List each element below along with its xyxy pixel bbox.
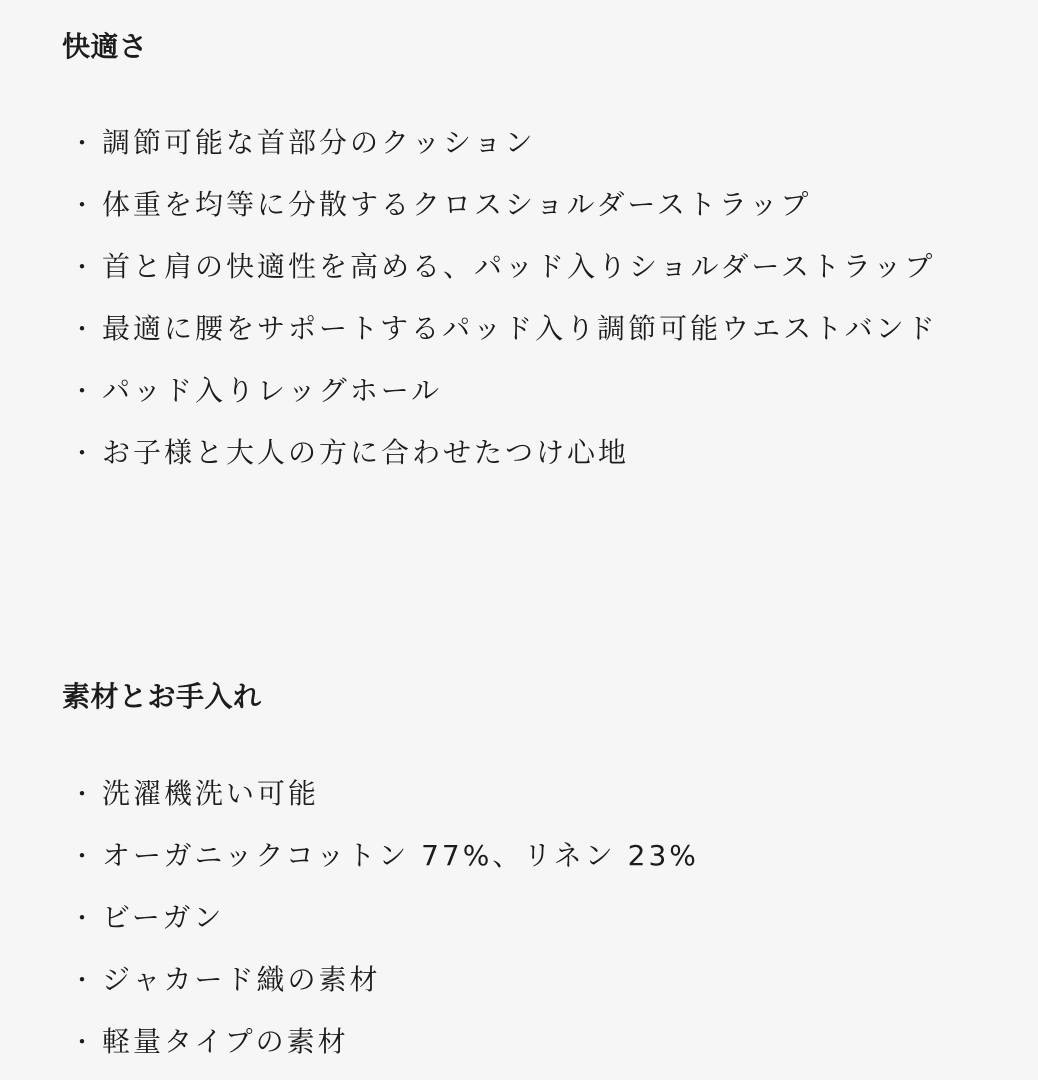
list-item	[62, 360, 982, 422]
list-item	[62, 949, 982, 1011]
list-item-text: 調節可能な首部分のクッション	[102, 126, 536, 159]
list-item	[62, 236, 982, 298]
bullet: ・	[70, 253, 97, 281]
bullet: ・	[70, 377, 97, 405]
list-item-text: ジャカード織の素材	[102, 963, 381, 996]
feature-list-material-care	[62, 763, 982, 1073]
bullet: ・	[70, 191, 97, 219]
list-item	[62, 112, 982, 174]
list-item	[62, 763, 982, 825]
bullet: ・	[70, 780, 97, 808]
list-item-text: オーガニックコットン 77%、リネン 23%	[102, 839, 699, 872]
list-item-text: ビーガン	[102, 901, 225, 934]
section-title-comfort: 快適さ	[62, 30, 148, 63]
list-item	[62, 174, 982, 236]
list-item	[62, 825, 982, 887]
section-title-material-care: 素材とお手入れ	[62, 680, 262, 713]
list-item-text: 体重を均等に分散するクロスショルダーストラップ	[102, 188, 812, 221]
bullet: ・	[70, 904, 97, 932]
feature-list-comfort	[62, 112, 982, 484]
bullet: ・	[70, 439, 97, 467]
list-item	[62, 1011, 982, 1073]
list-item-text: 首と肩の快適性を高める、パッド入りショルダーストラップ	[102, 250, 936, 283]
list-item-text: パッド入りレッグホール	[102, 374, 443, 407]
list-item-text: 洗濯機洗い可能	[102, 777, 320, 810]
list-item	[62, 887, 982, 949]
list-item-text: お子様と大人の方に合わせたつけ心地	[102, 436, 630, 469]
list-item	[62, 298, 982, 360]
bullet: ・	[70, 129, 97, 157]
bullet: ・	[70, 315, 97, 343]
list-item-text: 軽量タイプの素材	[102, 1025, 349, 1058]
list-item	[62, 422, 982, 484]
bullet: ・	[70, 1028, 97, 1056]
bullet: ・	[70, 842, 97, 870]
list-item-text: 最適に腰をサポートするパッド入り調節可能ウエストバンド	[102, 312, 938, 345]
bullet: ・	[70, 966, 97, 994]
